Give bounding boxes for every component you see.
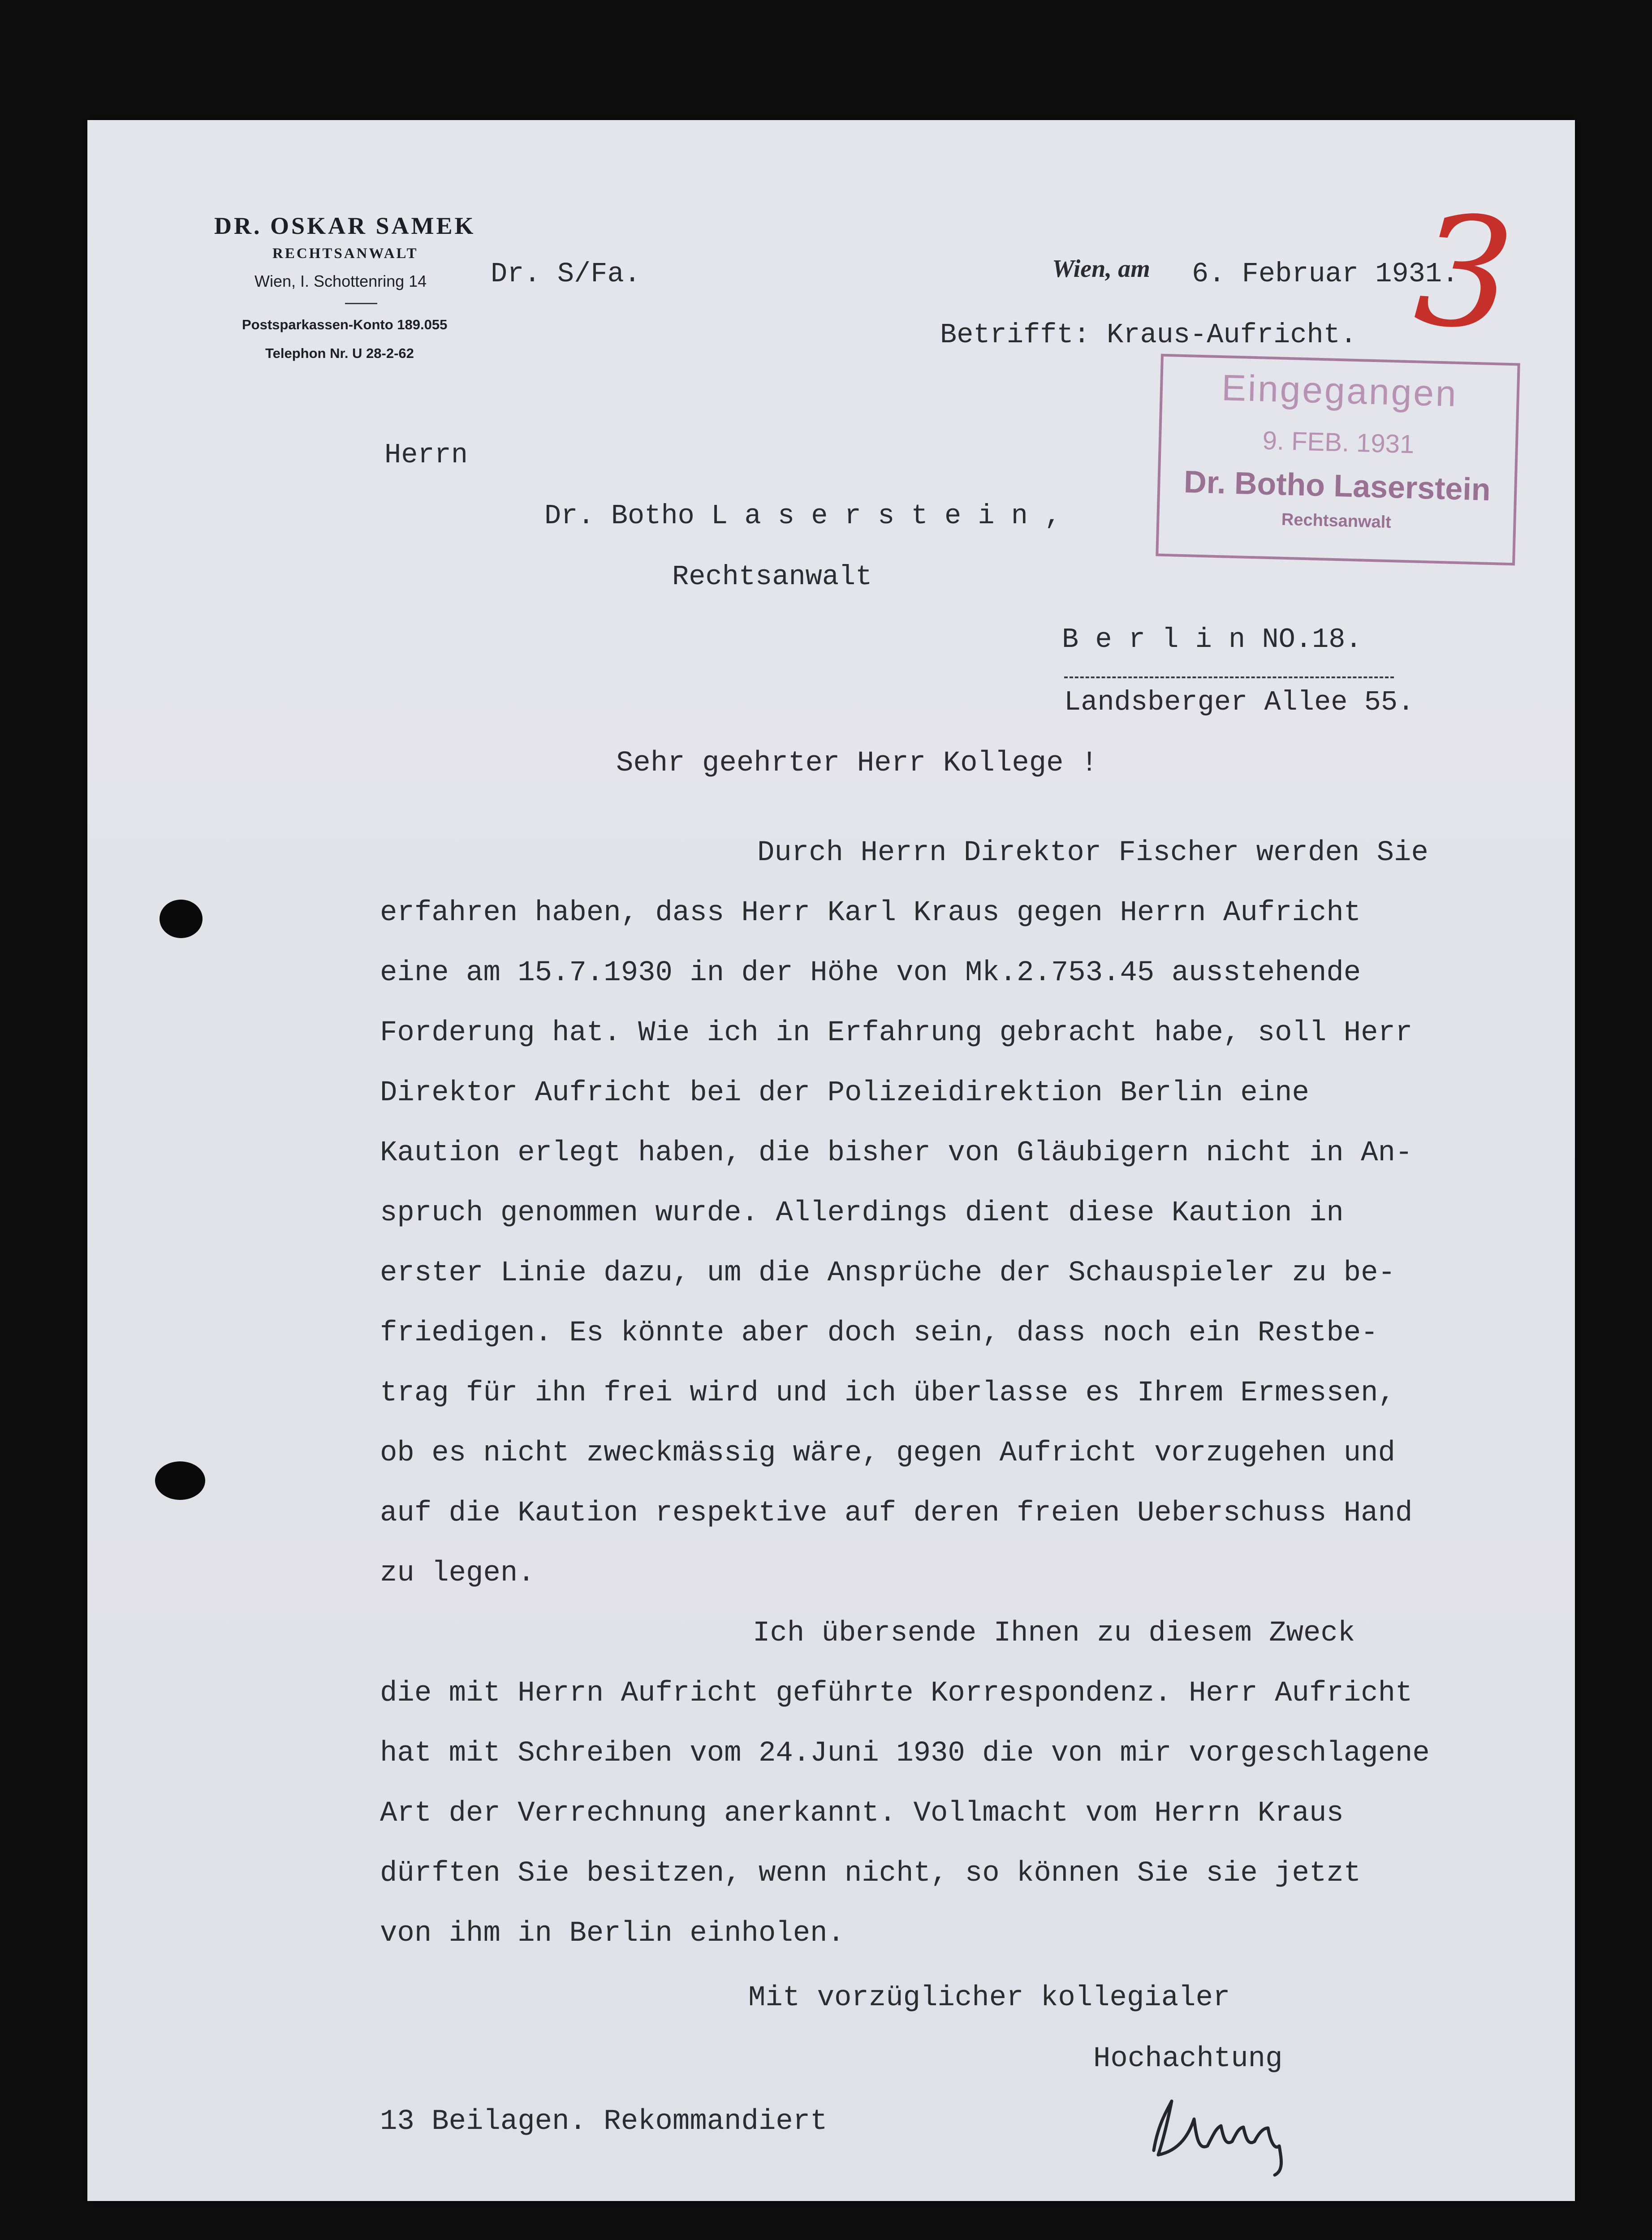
recipient-salutation-title: Herrn <box>384 439 468 471</box>
recipient-street: Landsberger Allee 55. <box>1064 686 1415 718</box>
body-line: von ihm in Berlin einholen. <box>380 1917 845 1950</box>
body-line: Art der Verrechnung anerkannt. Vollmacht vom Herrn Kraus <box>380 1797 1344 1830</box>
body-line: spruch genommen wurde. Allerdings dient diese Kaution in <box>380 1197 1344 1229</box>
punch-hole-top <box>160 900 203 938</box>
recipient-profession: Rechtsanwalt <box>672 561 872 593</box>
body-line: Kaution erlegt haben, die bisher von Gläubigern nicht in An- <box>380 1137 1413 1169</box>
closing-regards: Hochachtung <box>1093 2043 1283 2075</box>
body-line: Ich übersende Ihnen zu diesem Zweck <box>753 1617 1355 1650</box>
letterhead-divider <box>345 303 377 304</box>
address-underline <box>1064 676 1394 678</box>
body-line: friedigen. Es könnte aber doch sein, dass noch ein Restbe- <box>380 1317 1378 1349</box>
stamp-date: 9. FEB. 1931 <box>1262 426 1415 459</box>
recipient-name: Dr. Botho L a s e r s t e i n , <box>544 500 1061 532</box>
body-line: auf die Kaution respektive auf deren freien Ueberschuss Hand <box>380 1497 1413 1529</box>
handwritten-number: 3 <box>1410 181 1519 366</box>
received-stamp <box>1156 354 1520 566</box>
recipient-city: B e r l i n NO.18. <box>1062 624 1362 655</box>
body-line: Forderung hat. Wie ich in Erfahrung gebracht habe, soll Herr <box>380 1017 1413 1049</box>
letterhead-title: RECHTSANWALT <box>272 246 418 262</box>
body-line: Durch Herrn Direktor Fischer werden Sie <box>757 837 1428 869</box>
place-label: Wien, am <box>1052 255 1150 283</box>
letterhead-name: DR. OSKAR SAMEK <box>214 212 476 239</box>
letterhead-telephone: Telephon Nr. U 28-2-62 <box>265 345 414 361</box>
body-line: trag für ihn frei wird und ich überlasse es Ihrem Ermessen, <box>380 1377 1395 1409</box>
body-line: eine am 15.7.1930 in der Höhe von Mk.2.753.45 ausstehende <box>380 957 1361 989</box>
body-line: hat mit Schreiben vom 24.Juni 1930 die von mir vorgeschlagene <box>380 1737 1430 1770</box>
stamp-title: Rechtsanwalt <box>1281 510 1392 532</box>
body-line: die mit Herrn Aufricht geführte Korrespondenz. Herr Aufricht <box>380 1677 1413 1710</box>
letterhead-address: Wien, I. Schottenring 14 <box>254 272 427 290</box>
body-line: erster Linie dazu, um die Ansprüche der Schauspieler zu be- <box>380 1257 1395 1289</box>
letter-salutation: Sehr geehrter Herr Kollege ! <box>616 747 1098 780</box>
reference-code: Dr. S/Fa. <box>491 258 641 290</box>
letterhead-konto: Postsparkassen-Konto 189.055 <box>242 317 448 332</box>
letter-date: 6. Februar 1931. <box>1192 258 1459 290</box>
body-line: zu legen. <box>380 1557 535 1590</box>
handwritten-signature <box>1140 2083 1311 2182</box>
punch-hole-bottom <box>155 1461 205 1500</box>
body-line: Direktor Aufricht bei der Polizeidirektion Berlin eine <box>380 1077 1309 1109</box>
enclosures-note: 13 Beilagen. Rekommandiert <box>380 2106 828 2138</box>
body-line: erfahren haben, dass Herr Karl Kraus gegen Herrn Aufricht <box>380 897 1361 929</box>
closing-line: Mit vorzüglicher kollegialer <box>748 1982 1230 2014</box>
stamp-name: Dr. Botho Laserstein <box>1183 464 1491 507</box>
body-line: ob es nicht zweckmässig wäre, gegen Aufricht vorzugehen und <box>380 1437 1395 1469</box>
stamp-received-label: Eingegangen <box>1221 367 1458 414</box>
subject-line: Betrifft: Kraus-Aufricht. <box>940 319 1357 351</box>
body-line: dürften Sie besitzen, wenn nicht, so können Sie sie jetzt <box>380 1857 1361 1890</box>
